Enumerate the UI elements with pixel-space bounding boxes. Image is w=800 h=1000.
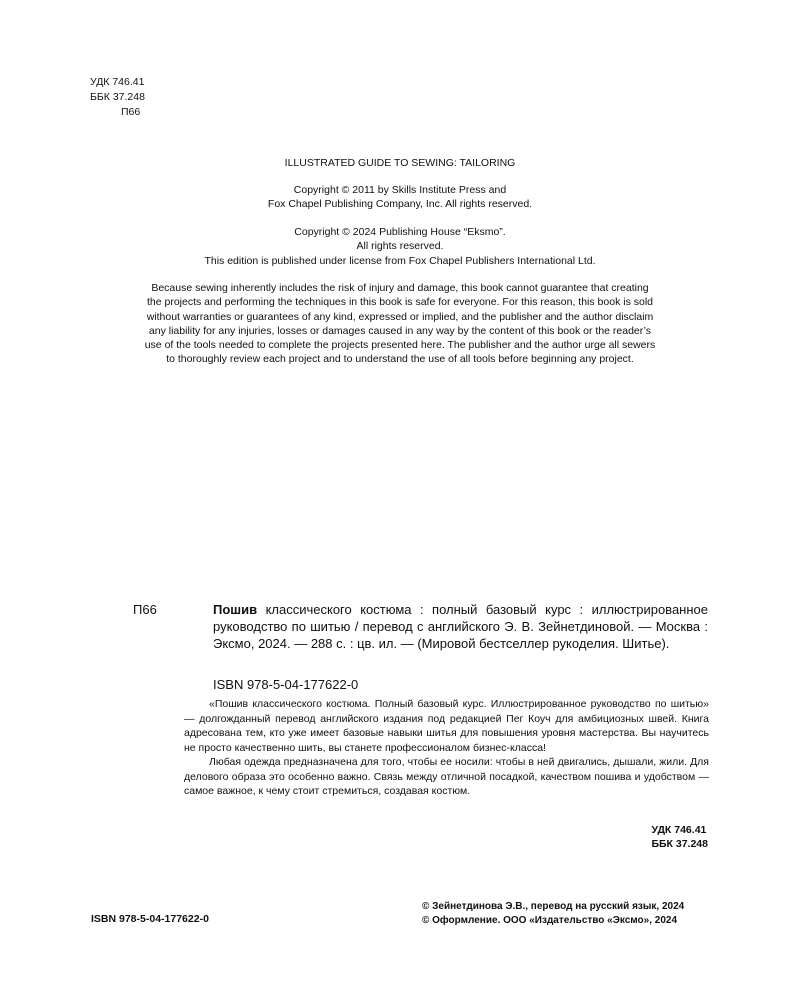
- disclaimer: [88, 281, 712, 367]
- copyright-design: © Оформление. ООО «Издательство «Эксмо», 2024: [422, 915, 678, 926]
- disclaimer-line: use of the tools needed to complete the projects presented here. The publisher and the author urge all sewers: [144, 339, 656, 352]
- classification-bottom: [651, 823, 708, 851]
- annotation-paragraph: «Пошив классического костюма. Полный базовый курс. Иллюстрированное руководство по шитью» — долгожданный перевод английского издания под редакцией Пег Коуч для амбициозных швей. Книга адресована тем, кто уже имеет базовые навыки шитья для повышения уровня мастерства. Вы научитесь не просто качественно шить, вы станете профессионалом бизнес-класса!: [184, 698, 709, 754]
- disclaimer-line: the projects and performing the techniques in this book is safe for everyone. For this reason, this book is sold: [146, 296, 654, 309]
- copyright-line: This edition is published under license from Fox Chapel Publishers International Ltd.: [204, 254, 596, 267]
- isbn-record: ISBN 978-5-04-177622-0: [213, 677, 359, 692]
- bbk-code: ББК 37.248: [90, 91, 145, 103]
- copyright-line: Fox Chapel Publishing Company, Inc. All rights reserved.: [267, 198, 533, 211]
- disclaimer-line: any liability for any injuries, losses or damages caused in any way by the content of this book or the reader’s: [148, 324, 652, 337]
- copyright-line: Copyright © 2024 Publishing House “Eksmo”.: [294, 226, 506, 238]
- udk-code: УДК 746.41: [90, 76, 145, 88]
- copyright-edition: [80, 225, 720, 268]
- footer-copyright: [422, 900, 684, 928]
- bibliographic-text: классического костюма : полный базовый курс : иллюстрированное руководство по шитью / перевод с английского Э. В. Зейнетдиновой. — Москва : Эксмо, 2024. — 288 с. : цв. ил. — (Мировой бестселлер рукоделия. Шитье).: [213, 602, 708, 651]
- original-title: ILLUSTRATED GUIDE TO SEWING: TAILORING: [284, 157, 516, 169]
- bibliographic-mark: П66: [133, 602, 157, 617]
- copyright-translation: © Зейнетдинова Э.В., перевод на русский язык, 2024: [422, 901, 685, 912]
- annotation-paragraph: Любая одежда предназначена для того, чтобы ее носили: чтобы в ней двигались, дышали, жили. Для делового образа это особенно важно. Связь между отличной посадкой, качеством пошива и удобством — самое важное, к чему стоит стремиться, создавая костюм.: [184, 756, 709, 797]
- copyright-line: All rights reserved.: [356, 240, 444, 253]
- disclaimer-line: Because sewing inherently includes the risk of injury and damage, this book cannot guarantee that creating: [151, 282, 649, 294]
- footer-isbn: ISBN 978-5-04-177622-0: [91, 913, 209, 925]
- classification-block: [90, 75, 145, 120]
- bibliographic-description: [213, 601, 708, 652]
- copyright-line: Copyright © 2011 by Skills Institute Press and: [293, 184, 507, 196]
- copyright-original: [80, 183, 720, 212]
- udk-code: УДК 746.41: [651, 824, 707, 836]
- disclaimer-line: without warranties or guarantees of any kind, expressed or implied, and the publisher and the author disclaim: [146, 310, 654, 323]
- annotation: [184, 697, 709, 799]
- author-mark: П66: [121, 106, 141, 118]
- bbk-code: ББК 37.248: [651, 838, 708, 850]
- book-title: Пошив: [213, 602, 258, 617]
- disclaimer-line: to thoroughly review each project and to understand the use of all tools before beginning any project.: [166, 353, 634, 366]
